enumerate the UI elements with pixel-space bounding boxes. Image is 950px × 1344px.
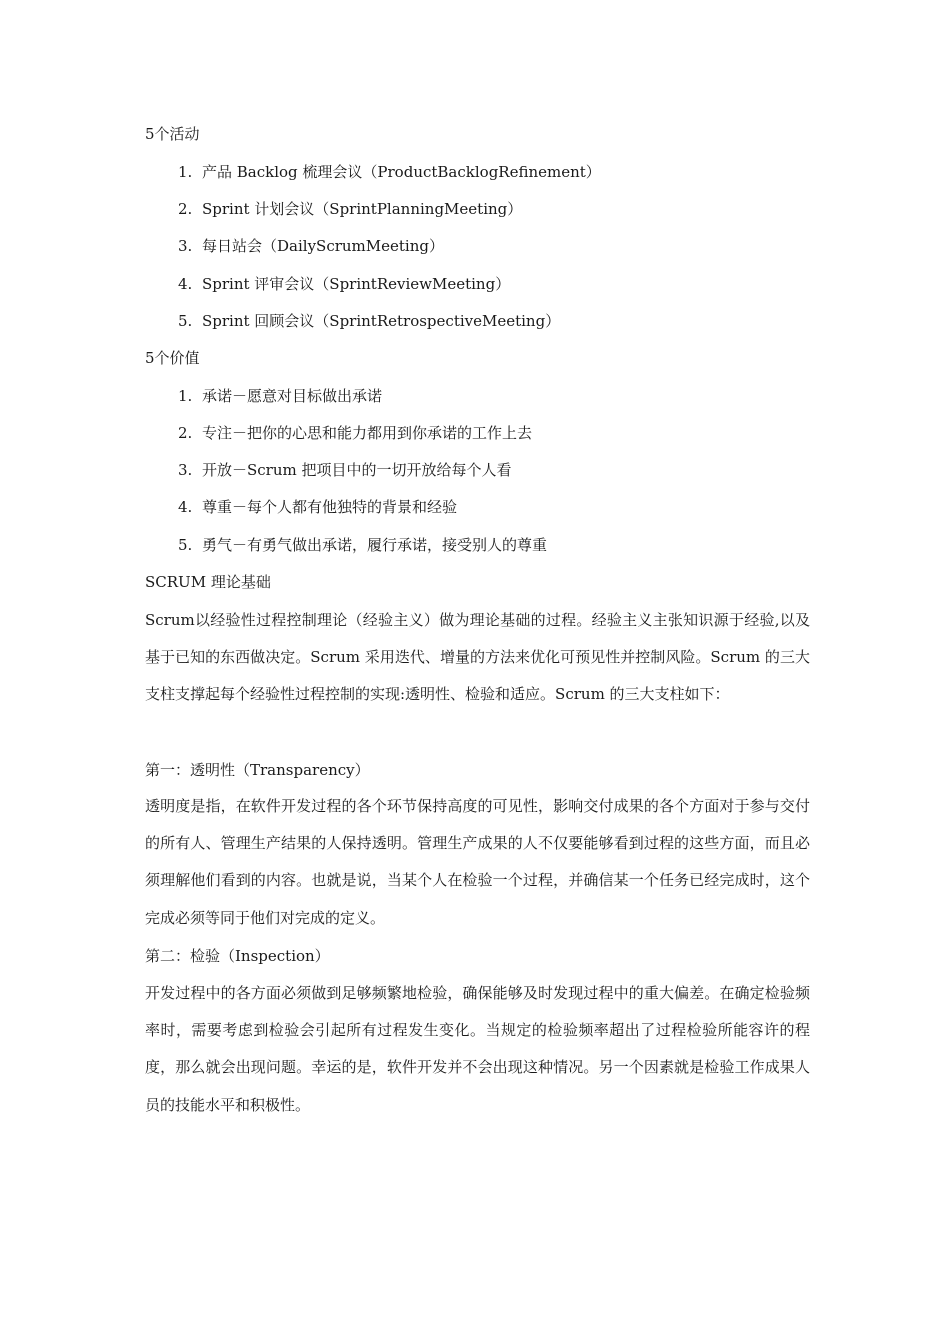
activities-heading: 5个活动 [145, 125, 200, 143]
activity-item [178, 199, 522, 219]
value-item [178, 386, 382, 406]
item-number: 5. [178, 536, 193, 554]
item-text: 专注－把你的心思和能力都用到你承诺的工作上去 [202, 424, 533, 442]
item-text: 开放－Scrum 把项目中的一切开放给每个人看 [202, 461, 512, 479]
item-text: 勇气－有勇气做出承诺，履行承诺，接受别人的尊重 [202, 536, 548, 554]
item-text: Sprint 评审会议（SprintReviewMeeting） [202, 275, 511, 293]
item-text: 每日站会（DailyScrumMeeting） [202, 237, 444, 255]
value-item [178, 497, 457, 517]
item-number: 2. [178, 200, 193, 218]
activity-item [178, 274, 510, 294]
activity-item [178, 162, 601, 182]
item-number: 1. [178, 163, 193, 181]
theory-intro-paragraph: Scrum以经验性过程控制理论（经验主义）做为理论基础的过程。经验主义主张知识源于经验,以及基于已知的东西做决定。Scrum 采用迭代、增量的方法来优化可预见性并控制风险。Scrum 的三大支柱支撑起每个经验性过程控制的实现:透明性、检验和适应。Scrum 的三大支柱如下： [145, 611, 810, 704]
item-number: 2. [178, 424, 193, 442]
inspection-heading: 第二：检验（Inspection） [145, 947, 330, 965]
item-number: 3. [178, 237, 193, 255]
inspection-paragraph: 开发过程中的各方面必须做到足够频繁地检验，确保能够及时发现过程中的重大偏差。在确定检验频率时，需要考虑到检验会引起所有过程发生变化。当规定的检验频率超出了过程检验所能容许的程度，那么就会出现问题。幸运的是，软件开发并不会出现这种情况。另一个因素就是检验工作成果人员的技能水平和积极性。 [145, 984, 810, 1114]
value-item [178, 535, 547, 555]
item-number: 1. [178, 387, 193, 405]
item-number: 4. [178, 498, 193, 516]
item-text: 尊重－每个人都有他独特的背景和经验 [202, 498, 458, 516]
item-text: Sprint 回顾会议（SprintRetrospectiveMeeting） [202, 312, 561, 330]
theory-heading: SCRUM 理论基础 [145, 573, 271, 591]
transparency-paragraph: 透明度是指，在软件开发过程的各个环节保持高度的可见性，影响交付成果的各个方面对于参与交付的所有人、管理生产结果的人保持透明。管理生产成果的人不仅要能够看到过程的这些方面，而且必须理解他们看到的内容。也就是说，当某个人在检验一个过程，并确信某一个任务已经完成时，这个完成必须等同于他们对完成的定义。 [145, 797, 810, 927]
value-item [178, 460, 512, 480]
activity-item [178, 311, 560, 331]
transparency-heading: 第一：透明性（Transparency） [145, 761, 370, 779]
item-number: 3. [178, 461, 193, 479]
item-number: 4. [178, 275, 193, 293]
activity-item [178, 236, 444, 256]
item-number: 5. [178, 312, 193, 330]
item-text: Sprint 计划会议（SprintPlanningMeeting） [202, 200, 523, 218]
values-heading: 5个价值 [145, 349, 200, 367]
value-item [178, 423, 532, 443]
item-text: 承诺－愿意对目标做出承诺 [202, 387, 383, 405]
item-text: 产品 Backlog 梳理会议（ProductBacklogRefinement） [202, 163, 601, 181]
